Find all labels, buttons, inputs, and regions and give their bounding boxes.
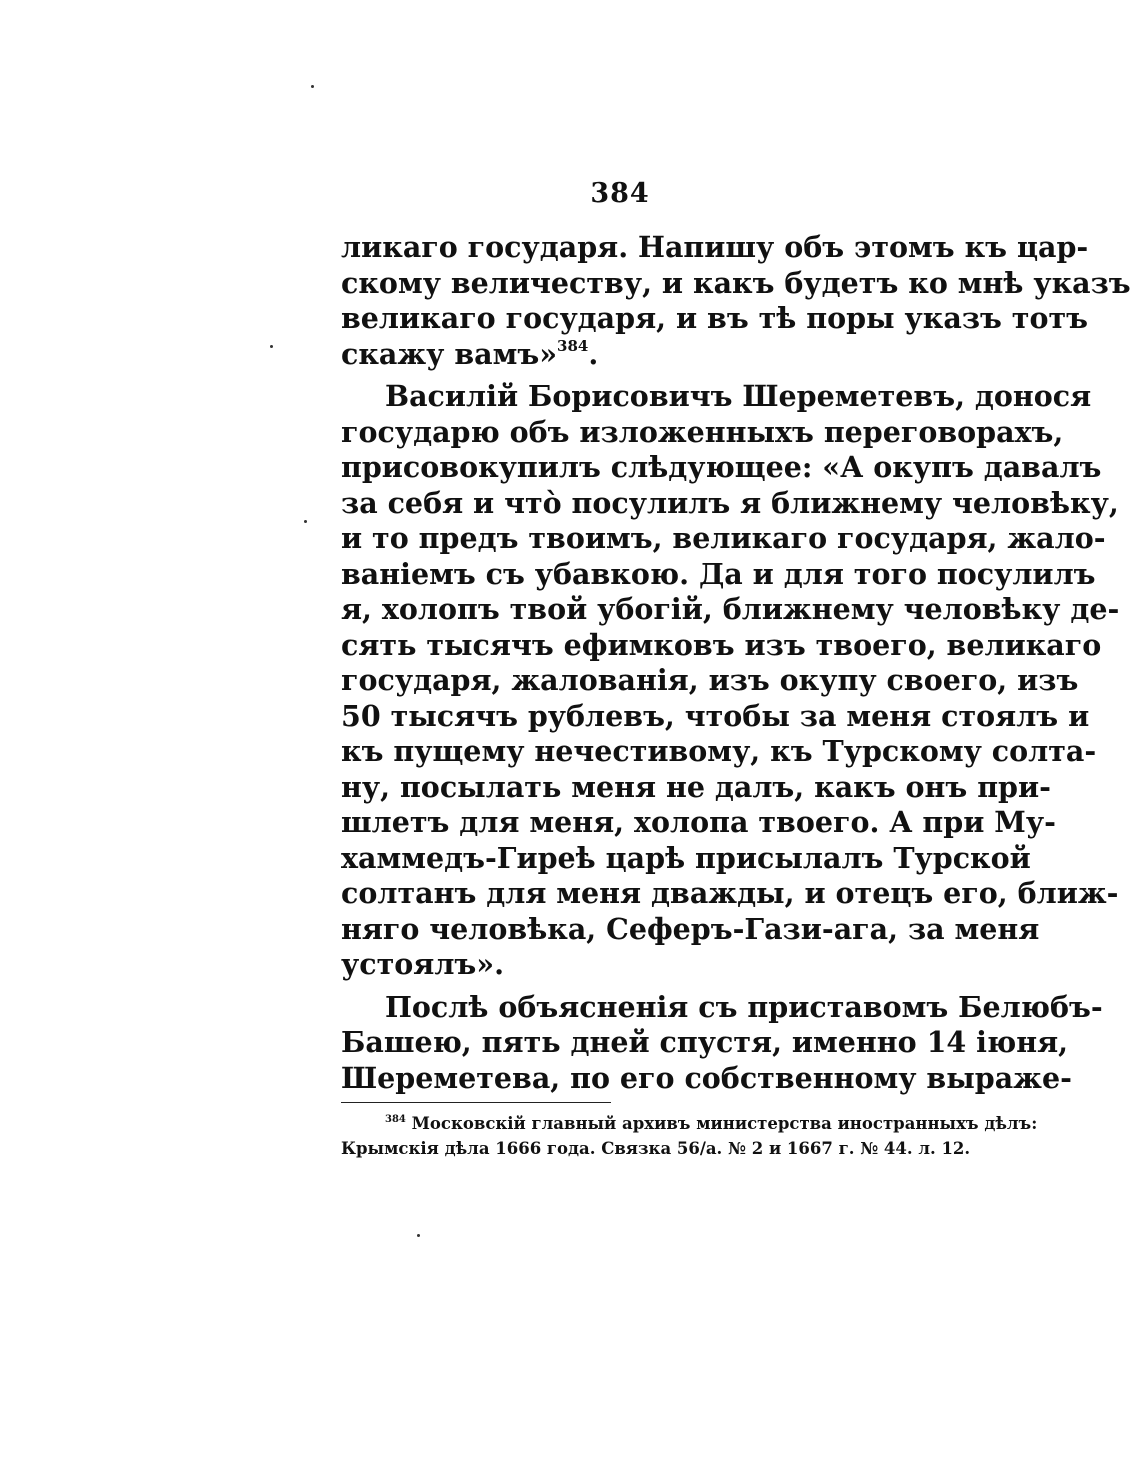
text-line: ликаго государя. Напишу объ этомъ къ цар- [341, 230, 1089, 264]
text-line: солтанъ для меня дважды, и отецъ его, ближ- [341, 876, 1119, 910]
footnote-divider [341, 1102, 611, 1103]
page-number: 384 [590, 178, 650, 209]
footnote-line: Крымскія дѣла 1666 года. Связка 56/а. № 2 и 1667 г. № 44. л. 12. [341, 1139, 971, 1158]
text-line: присовокупилъ слѣдующее: «А окупъ давалъ [341, 450, 1102, 484]
text-line: 50 тысячъ рублевъ, чтобы за меня стоялъ и [341, 698, 1090, 733]
text-line: ну, посылать меня не далъ, какъ онъ при- [341, 769, 1051, 804]
text-line: я, холопъ твой убогій, ближнему человѣку де- [341, 592, 1120, 626]
scan-speck [270, 345, 273, 348]
footnote-text: Московскій главный архивъ министерства иностранныхъ дѣлъ: [411, 1114, 1038, 1133]
text-line: государю объ изложенныхъ переговорахъ, [341, 414, 1064, 449]
footnote-reference: 384 [557, 337, 589, 355]
text-line: хаммедъ-Гиреѣ царѣ присылалъ Турской [341, 840, 1031, 875]
text-line: Башею, пять дней спустя, именно 14 іюня, [341, 1025, 1069, 1059]
text-line: сять тысячъ ефимковъ изъ твоего, великаго [341, 627, 1102, 662]
text-line: къ пущему нечестивому, къ Турскому солта- [341, 734, 1097, 768]
line-punctuation: . [588, 336, 599, 371]
text-line: Шереметева, по его собственному выраже- [341, 1060, 1072, 1095]
text-line: шлетъ для меня, холопа твоего. А при Му- [341, 805, 1056, 839]
footnote-line [341, 1111, 1038, 1136]
footnote [341, 1111, 1038, 1161]
text-line: великаго государя, и въ тѣ поры указъ тотъ [341, 301, 1088, 335]
line-text: скажу вамъ» [341, 336, 558, 371]
text-line: Послѣ объясненія съ приставомъ Белюбъ- [385, 989, 1103, 1024]
text-line [341, 337, 933, 373]
text-line: няго человѣка, Сеферъ-Гази-ага, за меня [341, 911, 1040, 946]
scan-speck [311, 85, 314, 88]
text-line: государя, жалованія, изъ окупу своего, изъ [341, 663, 1079, 697]
scan-speck [304, 520, 307, 523]
footnote-marker: 384 [385, 1113, 406, 1125]
text-line: за себя и что̀ посулилъ я ближнему человѣку, [341, 485, 1119, 520]
body-text [341, 230, 1131, 1096]
text-line: Василій Борисовичъ Шереметевъ, донося [385, 379, 1092, 413]
text-line: ваніемъ съ убавкою. Да и для того посулилъ [341, 556, 1096, 591]
text-line: устоялъ». [341, 947, 505, 981]
text-line: и то предъ твоимъ, великаго государя, жало- [341, 521, 1106, 555]
text-line: скому величеству, и какъ будетъ ко мнѣ указъ [341, 265, 1131, 300]
scan-speck [417, 1234, 420, 1237]
